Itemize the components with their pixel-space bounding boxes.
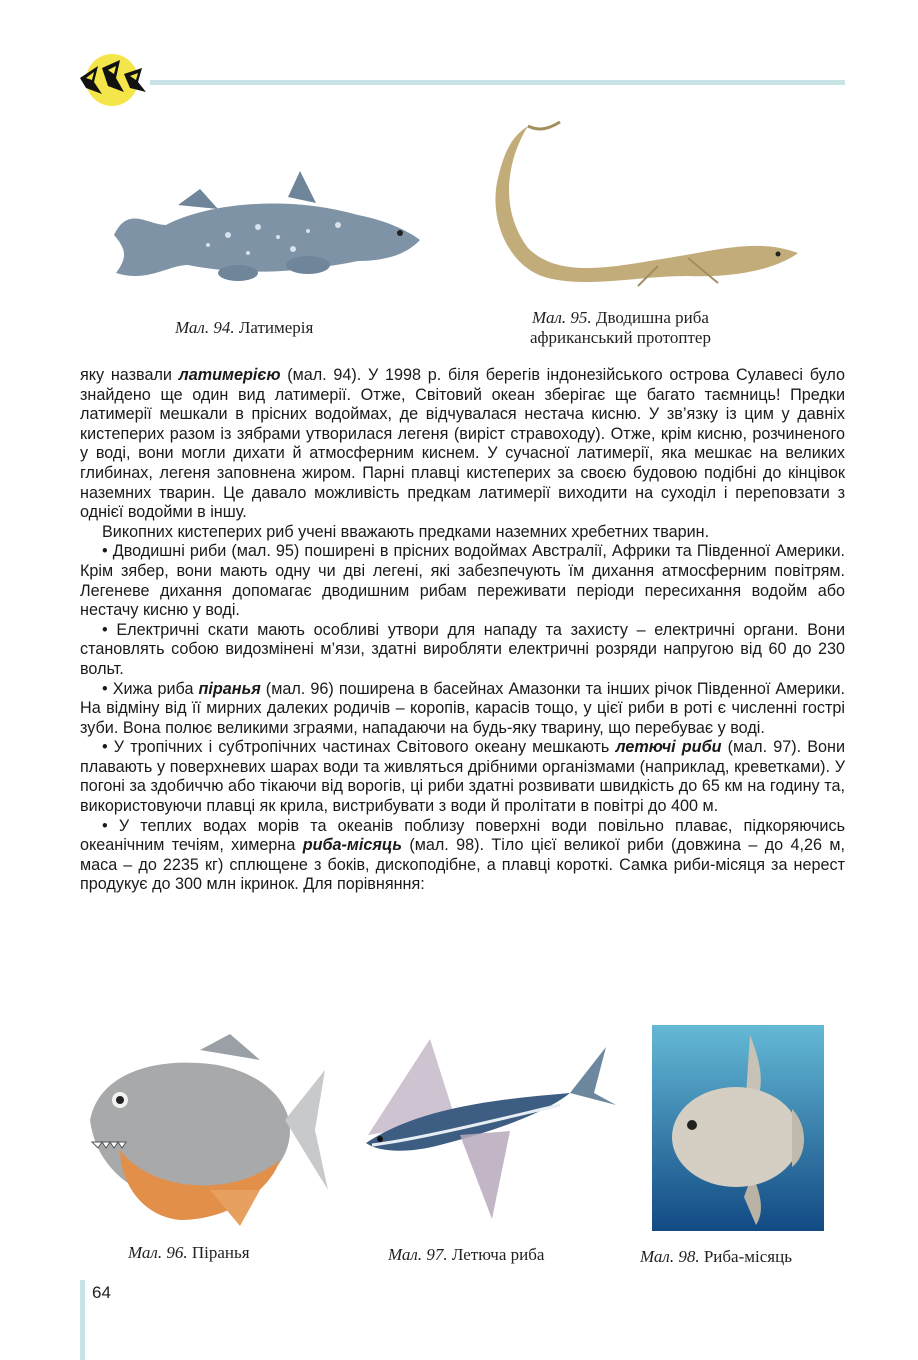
header-rule [150, 80, 845, 85]
paragraph: • Хижа риба піранья (мал. 96) поширена в басейнах Амазонки та інших річок Південної Америки. На відміну від її мирних далеких родичів – коропів, карасів тощо, у цієї риби в роті є численні гострі зуби. Вона полює великими зграями, нападаючи на будь-яку тварину, що перебуває у воді. [80, 679, 846, 737]
latimeria-illustration [108, 165, 424, 295]
paragraph: Викопних кистеперих риб учені вважають предками наземних хребетних тварин. [102, 522, 710, 541]
keyword: летючі риби [615, 738, 722, 757]
figure-98-caption: Мал. 98. Риба-місяць [640, 1247, 792, 1266]
body-text [80, 366, 845, 895]
flying-fish-illustration [360, 1035, 620, 1225]
keyword: риба-місяць [302, 836, 402, 855]
page-number: 64 [92, 1283, 111, 1302]
paragraph: яку назвали латимерією (мал. 94). У 1998 р. біля берегів індонезійського острова Сулавесі було знайдено ще один вид латимерії. Отже, Світовий океан зберігає ще багато таємниць! Предки латимерії мешкали в прісних водоймах, де відчувалася нестача кисню. У зв’язку із цим у давніх кистеперих разом із зябрами утворилася легеня (виріст стравоходу). Отже, крім кисню, розчиненого у воді, вони могли дихати й атмосферним киснем. У сучасної латимерії, яка мешкає на великих глибинах, легеня заповнена жиром. Парні плавці кистеперих за своєю будовою подібні до кінцівок наземних тварин. Це давало можливість предкам латимерії виходити на суходіл і переповзати з однієї водойми в іншу. [80, 366, 845, 522]
ocean-sunfish-illustration [652, 1025, 824, 1231]
page-margin-bar [80, 1280, 85, 1360]
butterflies-logo [72, 48, 152, 108]
paragraph: • У тропічних і субтропічних частинах Світового океану мешкають летючі риби (мал. 97). Вони плавають у поверхневих шарах води та живляться дрібними організмами (наприклад, креветками). У погоні за здобиччю або тікаючи від ворогів, ці риби здатні розвивати швидкість до 65 км на годину та, використовуючи плавці як крила, вистрибувати з води й пролітати в повітрі до 400 м. [80, 738, 845, 816]
paragraph: • У теплих водах морів та океанів поблизу поверхні води повільно плаває, підкоряючись океанічним течіям, химерна риба-місяць (мал. 98). Тіло цієї великої риби (довжина – до 4,26 м, маса – до 2235 кг) сплющене з боків, дископодібне, а плавці короткі. Самка риби-місяця за нерест продукує до 300 млн ікринок. Для порівняння: [80, 816, 845, 894]
paragraph: • Дводишні риби (мал. 95) поширені в прісних водоймах Австралії, Африки та Південної Америки. Крім зябер, вони мають одну чи дві легені, які забезпечують їм дихання атмосферним повітрям. Легеневе дихання допомагає дводишним рибам переживати періоди пересихання водойм або нестачу кисню у воді. [80, 542, 845, 620]
keyword: латимерією [178, 366, 281, 384]
figure-95-caption: Мал. 95. Дводишна риба африканський протоптер [530, 308, 711, 347]
paragraph: • Електричні скати мають особливі утвори для нападу та захисту – електричні органи. Вони становлять собою видозмінені м’язи, здатні виробляти електричні розряди напругою від 60 до 230 вольт. [80, 620, 845, 678]
figure-96-caption: Мал. 96. Піранья [128, 1243, 250, 1262]
keyword: піранья [198, 679, 261, 698]
figure-97-caption: Мал. 97. Летюча риба [388, 1245, 545, 1264]
figure-94-caption: Мал. 94. Латимерія [175, 318, 314, 337]
lungfish-illustration [488, 118, 804, 290]
piranha-illustration [80, 1030, 330, 1230]
